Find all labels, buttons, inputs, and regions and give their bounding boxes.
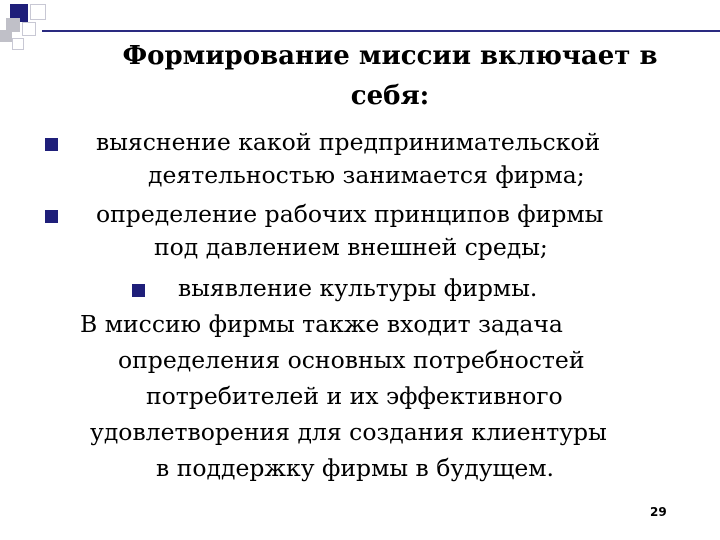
decor-square [22, 22, 36, 36]
bullet-text: выяснение какой предпринимательской [96, 128, 601, 156]
bullet-square-icon [45, 138, 58, 151]
decor-square [12, 38, 24, 50]
header-rule [42, 30, 720, 32]
paragraph-line: потребителей и их эффективного [146, 382, 563, 410]
slide-title-line: себя: [350, 81, 430, 111]
bullet-square-icon [132, 284, 145, 297]
bullet-square-icon [45, 210, 58, 223]
decor-square [0, 30, 12, 42]
bullet-text: под давлением внешней среды; [154, 233, 548, 261]
bullet-text: деятельностью занимается фирма; [148, 161, 585, 189]
bullet-text: выявление культуры фирмы. [178, 274, 538, 302]
paragraph-line: определения основных потребностей [118, 346, 585, 374]
paragraph-line: удовлетворения для создания клиентуры [90, 418, 607, 446]
slide-title-line: Формирование миссии включает в [122, 41, 658, 71]
slide-title [60, 36, 720, 116]
decor-square [30, 4, 46, 20]
paragraph-line: В миссию фирмы также входит задача [80, 310, 563, 338]
page-number: 29 [650, 505, 667, 519]
paragraph-line: в поддержку фирмы в будущем. [156, 454, 555, 482]
bullet-text: определение рабочих принципов фирмы [96, 200, 604, 228]
